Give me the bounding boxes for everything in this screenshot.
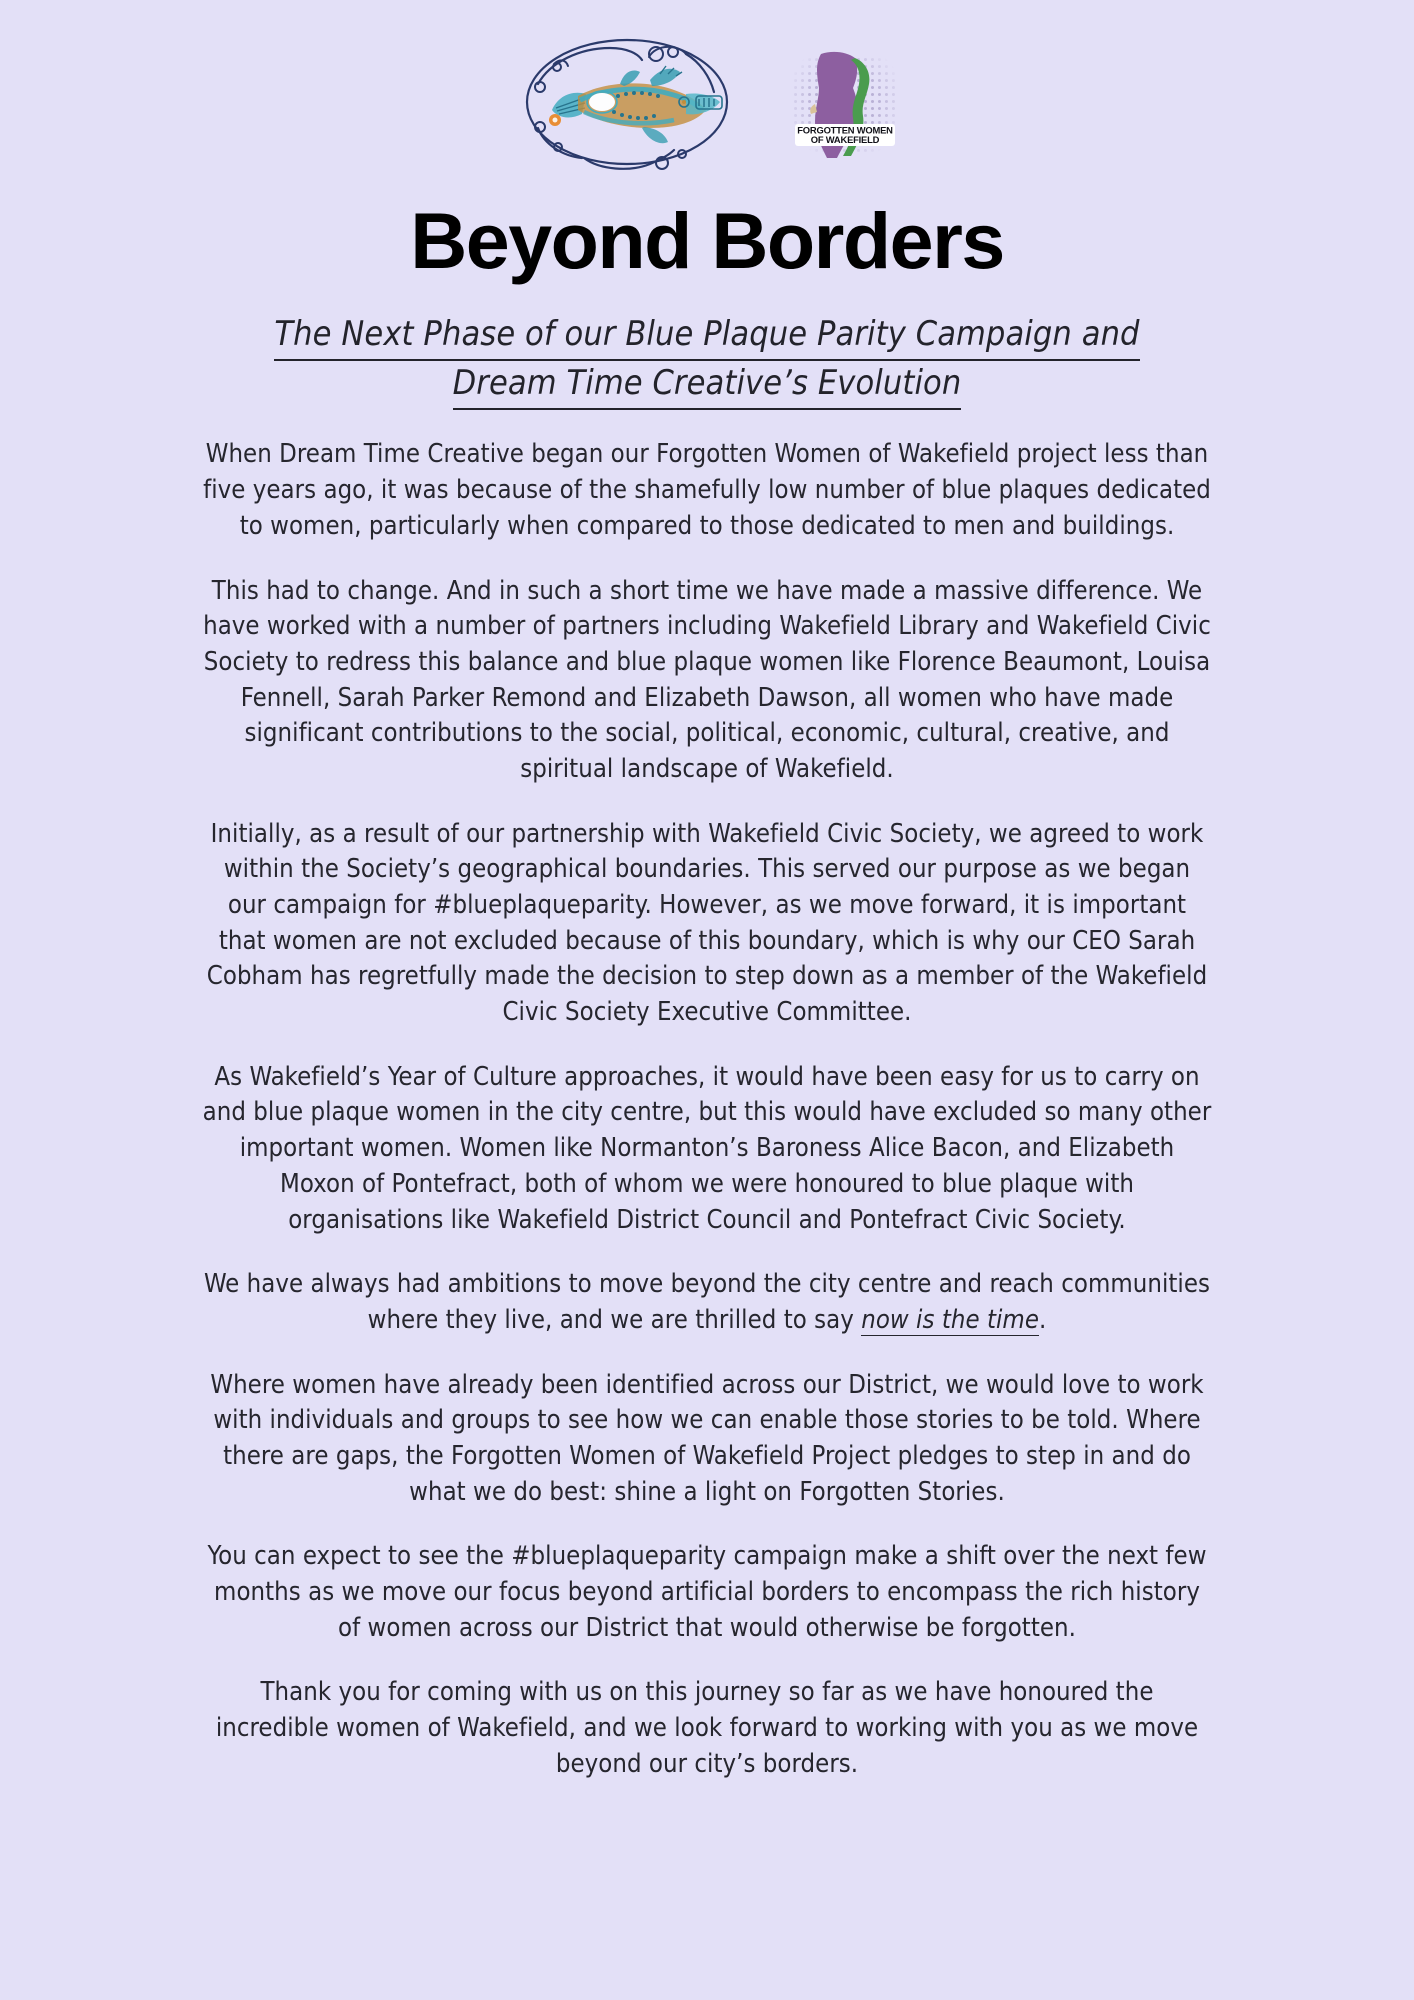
- paragraph-5-before: We have always had ambitions to move beyond the city centre and reach communities where they live, and we are thrilled to say: [203, 1269, 1211, 1335]
- paragraph-4: As Wakefield’s Year of Culture approaches, it would have been easy for us to carry on and blue plaque women in the city centre, but this would have excluded so many other important women. Women like Normanton’s Baroness Alice Bacon, and Elizabeth Moxon of Pontefract, both of whom we were honoured to blue plaque with organisations like Wakefield District Council and Pontefract Civic Society.: [202, 1061, 1212, 1235]
- page-title: Beyond Borders: [410, 196, 1004, 285]
- paragraph-7: You can expect to see the #blueplaqueparity campaign make a shift over the next few months as we move our focus beyond artificial borders to encompass the rich history of women across our District that would otherwise be forgotten.: [207, 1541, 1207, 1643]
- fww-logo-line1: FORGOTTEN WOMEN: [796, 124, 893, 135]
- paragraph-8: Thank you for coming with us on this journey so far as we have honoured the incredible women of Wakefield, and we look forward to working with you as we move beyond our city’s borders.: [215, 1677, 1199, 1779]
- body-copy: [202, 410, 1212, 1782]
- paragraph-1: When Dream Time Creative began our Forgotten Women of Wakefield project less than five years ago, it was because of the shamefully low number of blue plaques dedicated to women, particularly when compared to those dedicated to men and buildings.: [203, 439, 1211, 541]
- paragraph-2: This had to change. And in such a short time we have made a massive difference. We have worked with a number of partners including Wakefield Library and Wakefield Civic Society to redress this balance and blue plaque women like Florence Beaumont, Louisa Fennell, Sarah Parker Remond and Elizabeth Dawson, all women who have made significant contributions to the social, political, economic, cultural, creative, and spiritual landscape of Wakefield.: [203, 575, 1211, 784]
- paragraph-6: Where women have already been identified across our District, we would love to work with individuals and groups to see how we can enable those stories to be told. Where there are gaps, the Forgotten Women of Wakefield Project pledges to step in and do what we do best: shine a light on Forgotten Stories.: [210, 1369, 1204, 1507]
- paragraph-5-after: .: [1039, 1304, 1047, 1335]
- paragraph-3: Initially, as a result of our partnership with Wakefield Civic Society, we agreed to work within the Society’s geographical boundaries. This served our purpose as we began our campaign for #blueplaqueparity. However, as we move forward, it is important that women are not excluded because of this boundary, which is why our CEO Sarah Cobham has regretfully made the decision to step down as a member of the Wakefield Civic Society Executive Committee.: [206, 818, 1208, 1028]
- subtitle-line-2: Dream Time Creative’s Evolution: [207, 361, 1207, 410]
- dream-time-creative-logo: [510, 32, 745, 172]
- paragraph-5-emphasis: now is the time: [861, 1304, 1039, 1335]
- logo-band: [0, 0, 1414, 175]
- page-subtitle: [207, 312, 1207, 410]
- subtitle-line-1: The Next Phase of our Blue Plaque Parity Campaign and: [207, 312, 1207, 361]
- fww-logo-line2: OF WAKEFIELD: [810, 133, 879, 145]
- paragraph-5: [202, 1267, 1212, 1338]
- forgotten-women-of-wakefield-logo: [785, 42, 905, 162]
